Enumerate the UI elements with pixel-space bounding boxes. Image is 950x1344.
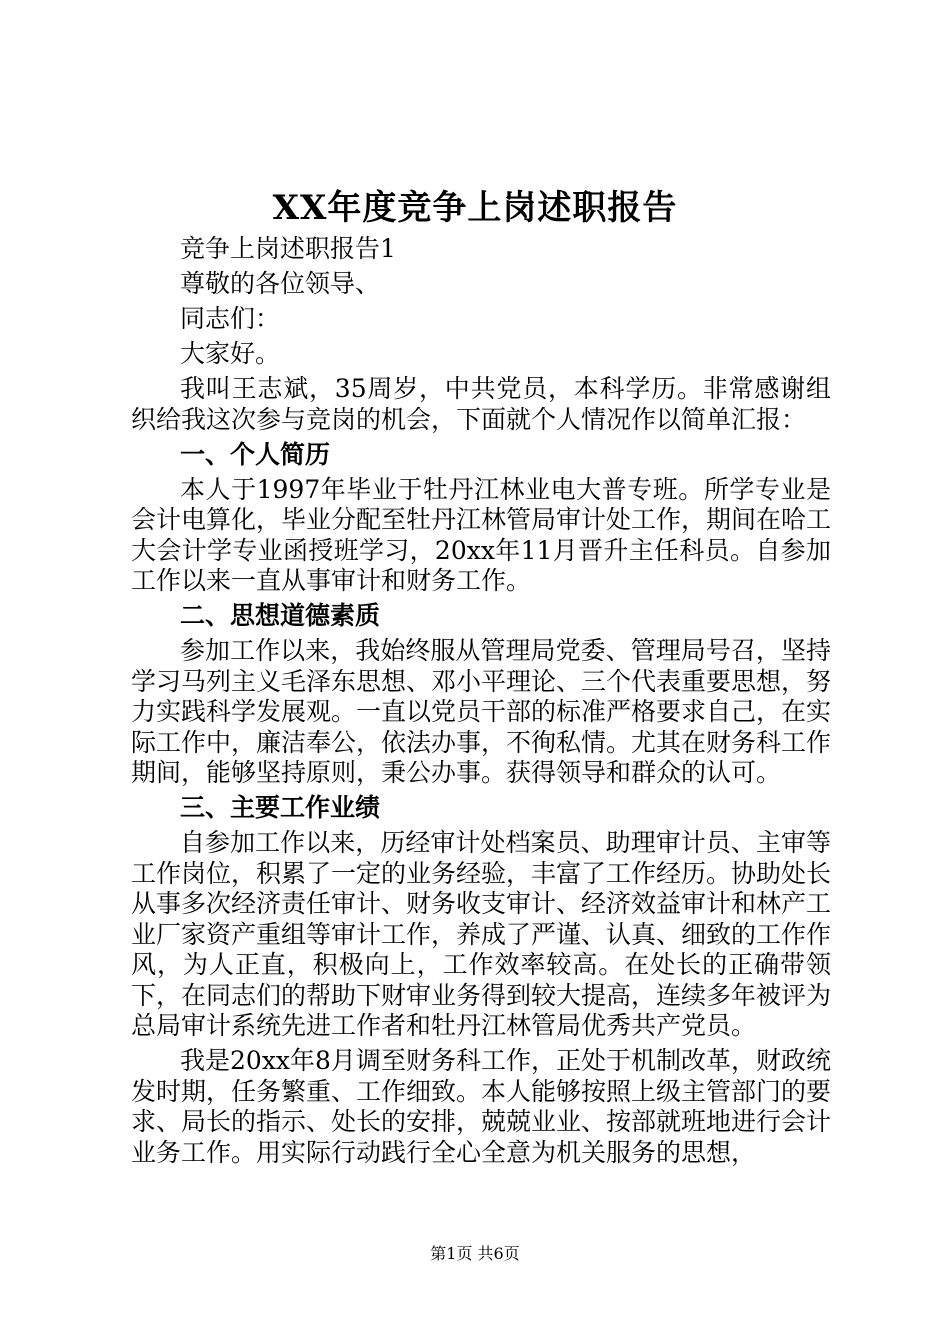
paragraph-achievements-1: 自参加工作以来，历经审计处档案员、助理审计员、主审等工作岗位，积累了一定的业务经验，丰富了工作经历。协助处长从事多次经济责任审计、财务收支审计、经济效益审计和林产工业厂家资产重组等审计工作，养成了严谨、认真、细致的工作作风，为人正直，积极向上，工作效率较高。在处长的正确带领下，在同志们的帮助下财审业务得到较大提高，连续多年被评为总局审计系统先进工作者和牡丹江林管局优秀共产党员。 bbox=[131, 828, 832, 1040]
salutation-comrades: 同志们： bbox=[180, 304, 281, 333]
greeting: 大家好。 bbox=[180, 339, 281, 368]
page-footer: 第1页 共6页 bbox=[430, 1244, 520, 1263]
paragraph-resume: 本人于1997年毕业于牡丹江林业电大普专班。所学专业是会计电算化，毕业分配至牡丹江林管局审计处工作，期间在哈工大会计学专业函授班学习，20xx年11月晋升主任科员。自参加工作以来一直从事审计和财务工作。 bbox=[131, 474, 832, 595]
section-heading-resume: 一、个人简历 bbox=[180, 439, 331, 469]
paragraph-achievements-2: 我是20xx年8月调至财务科工作，正处于机制改革，财政统发时期，任务繁重、工作细致。本人能够按照上级主管部门的要求、局长的指示、处长的安排，兢兢业业、按部就班地进行会计业务工作。用实际行动践行全心全意为机关服务的思想， bbox=[131, 1046, 832, 1167]
paragraph-morality: 参加工作以来，我始终服从管理局党委、管理局号召，坚持学习马列主义毛泽东思想、邓小平理论、三个代表重要思想，努力实践科学发展观。一直以党员干部的标准严格要求自己，在实际工作中，廉洁奉公，依法办事，不徇私情。尤其在财务科工作期间，能够坚持原则，秉公办事。获得领导和群众的认可。 bbox=[131, 636, 832, 787]
report-subtitle: 竞争上岗述职报告1 bbox=[180, 234, 396, 263]
document-title: XX年度竞争上岗述职报告 bbox=[272, 188, 678, 228]
document-body bbox=[131, 234, 831, 1173]
salutation-leaders: 尊敬的各位领导、 bbox=[180, 269, 381, 298]
section-heading-achievements: 三、主要工作业绩 bbox=[180, 793, 381, 822]
intro-paragraph: 我叫王志斌，35周岁，中共党员，本科学历。非常感谢组织给我这次参与竞岗的机会，下面就个人情况作以简单汇报： bbox=[131, 374, 831, 434]
section-heading-morality: 二、思想道德素质 bbox=[180, 601, 381, 630]
